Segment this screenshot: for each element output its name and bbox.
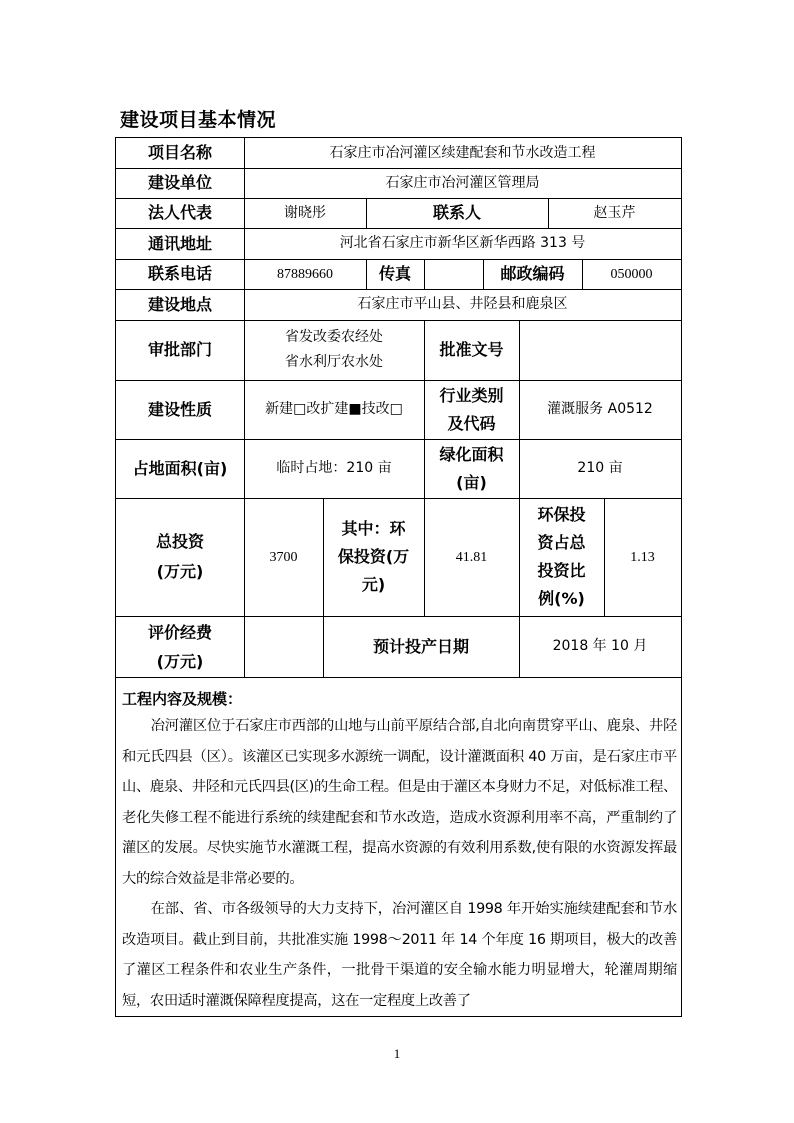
project-content-section (116, 683, 681, 1016)
project-info-form (115, 137, 682, 1017)
postcode-value: 050000 (610, 266, 653, 282)
green-area-value: 210 亩 (577, 460, 623, 476)
phone-value: 87889660 (277, 266, 333, 282)
content-paragraph-1: 冶河灌区位于石家庄市西部的山地与山前平原结合部,自北向南贯穿平山、鹿泉、井陉和元氏四县（区）。该灌区已实现多水源统一调配，设计灌溉面积 40 万亩，是石家庄市平山、鹿泉、井陉和元氏四县(区)的生命工程。但是由于灌区本身财力不足，对低标准工程、老化失修工程不能进行系统的续建配套和节水改造，造成水资源利用率不高，严重制约了灌区的发展。尽快实施节水灌溉工程，提高水资源的有效利用系数,使有限的水资源发挥最大的综合效益是非常必要的。 (122, 718, 677, 887)
env-invest-value: 41.81 (455, 549, 488, 565)
project-name-value: 石家庄市冶河灌区续建配套和节水改造工程 (329, 144, 596, 161)
contact-value: 赵玉芹 (593, 204, 636, 221)
eval-fee-value (244, 616, 323, 677)
legal-rep-label: 法人代表 (147, 203, 212, 222)
fax-label: 传真 (378, 264, 411, 283)
unit-label: 建设单位 (147, 173, 212, 192)
phone-label: 联系电话 (147, 264, 212, 283)
legal-rep-value: 谢晓彤 (284, 204, 326, 221)
fax-value (424, 259, 483, 289)
eval-fee-label: 评价经费 (万元) (147, 622, 212, 671)
nature-label: 建设性质 (147, 399, 212, 419)
approval-dept-label: 审批部门 (147, 340, 212, 359)
total-invest-label: 总投资 (万元) (155, 532, 204, 581)
section-heading: 建设项目基本情况 (120, 109, 277, 131)
project-name-label: 项目名称 (147, 143, 212, 162)
address-value: 河北省石家庄市新华区新华西路 313 号 (339, 235, 586, 251)
prod-date-label: 预计投产日期 (372, 636, 469, 656)
industry-label: 行业类别 及代码 (439, 385, 504, 433)
location-value: 石家庄市平山县、井陉县和鹿泉区 (357, 296, 568, 312)
contact-label: 联系人 (432, 203, 481, 222)
address-label: 通讯地址 (147, 233, 212, 253)
approval-no-label: 批准文号 (439, 340, 504, 359)
approval-dept-value: 省发改委农经处 省水利厅农水处 (285, 329, 383, 370)
nature-value: 新建□改扩建■技改□ (265, 401, 403, 417)
content-paragraph-2: 在部、省、市各级领导的大力支持下，冶河灌区自 1998 年开始实施续建配套和节水改造项目。截止到目前，共批准实施 1998～2011 年 14 个年度 16 期项目，极大的改善了灌区工程条件和农业生产条件，一批骨干渠道的安全输水能力明显增大，轮灌周期缩短，农田适时灌溉保障程度提高，这在一定程度上改善了 (122, 901, 677, 1009)
page-number: 1 (393, 1046, 401, 1061)
area-value: 临时占地：210 亩 (276, 460, 392, 476)
green-area-label: 绿化面积 (亩) (439, 444, 504, 492)
postcode-label: 邮政编码 (500, 264, 565, 283)
prod-date-value: 2018 年 10 月 (552, 638, 648, 654)
env-ratio-label: 环保投 资占总 投资比 例(%) (537, 505, 586, 608)
area-label: 占地面积(亩) (132, 458, 228, 478)
env-invest-label: 其中：环 保投资(万 元) (337, 519, 410, 594)
total-invest-value: 3700 (269, 549, 298, 565)
env-ratio-value: 1.13 (630, 549, 655, 565)
content-title: 工程内容及规模： (122, 690, 243, 708)
industry-value: 灌溉服务 A0512 (547, 401, 653, 417)
approval-no-value (519, 320, 681, 380)
unit-value: 石家庄市冶河灌区管理局 (385, 174, 540, 191)
location-label: 建设地点 (147, 294, 212, 314)
